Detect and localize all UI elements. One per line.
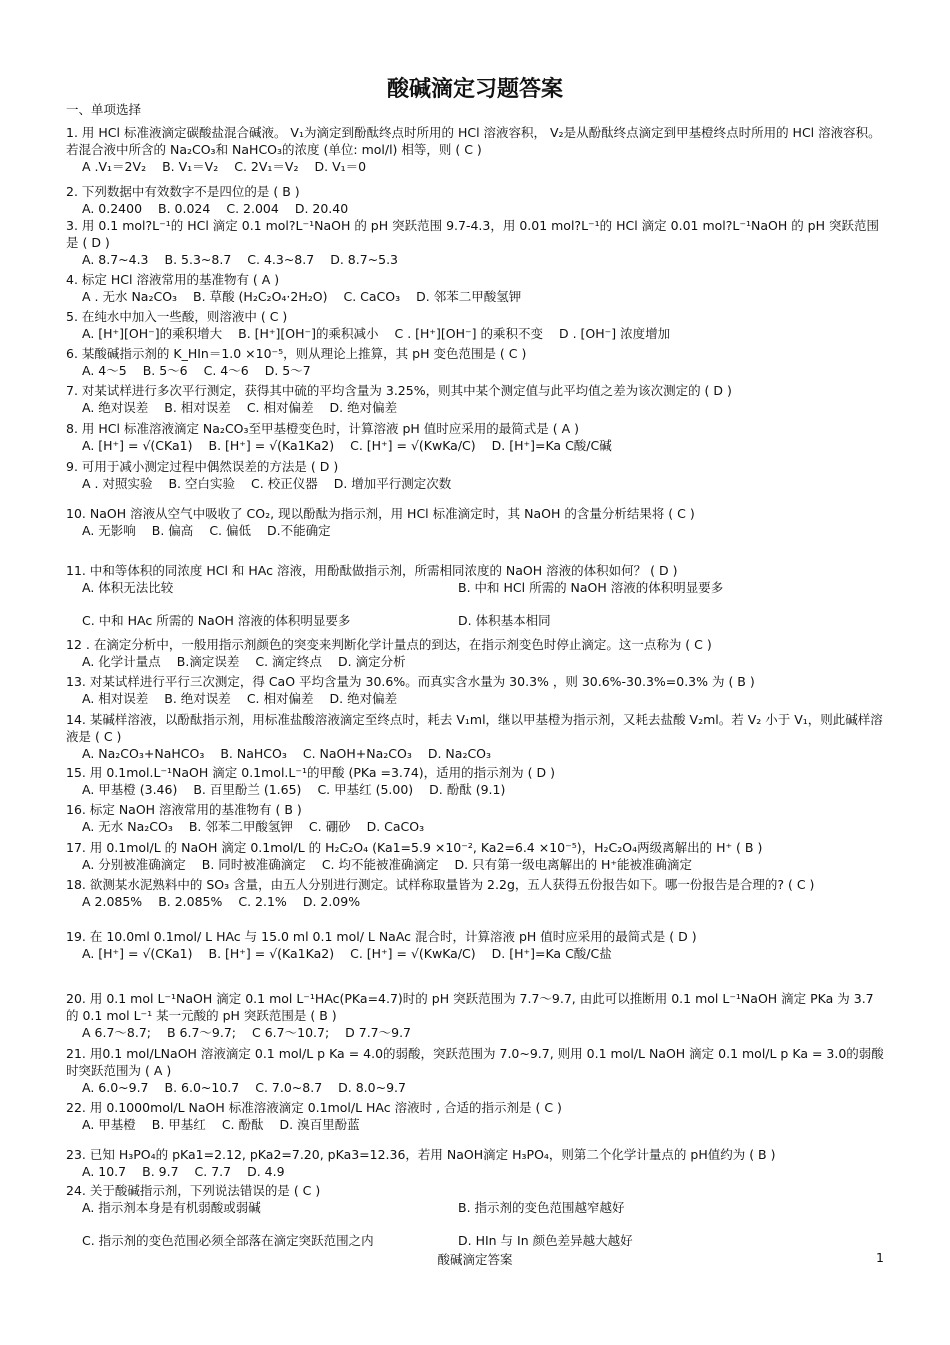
option-item: B. 中和 HCl 所需的 NaOH 溶液的体积明显要多 (458, 580, 724, 595)
option-item: B.滴定误差 (176, 654, 240, 669)
option-item: B. 空白实验 (168, 476, 236, 491)
option-item: B. NaHCO₃ (220, 746, 287, 761)
option-item: C. 2.004 (226, 201, 279, 216)
question-options (66, 690, 886, 707)
question-options (66, 1079, 886, 1096)
option-item: A. [H⁺][OH⁻]的乘积增大 (82, 326, 223, 341)
question-item (66, 1045, 886, 1096)
option-item: A. 相对误差 (82, 691, 149, 706)
question-item (66, 876, 886, 910)
option-item: B. 草酸 (H₂C₂O₄·2H₂O) (193, 289, 328, 304)
option-item: B. [H⁺][OH⁻]的乘积减小 (238, 326, 379, 341)
question-stem: 11. 中和等体积的同浓度 HCl 和 HAc 溶液，用酚酞做指示剂，所需相同浓度的 NaOH 溶液的体积如何？ ( D ) (66, 563, 678, 578)
option-item: B. 指示剂的变色范围越窄越好 (458, 1200, 625, 1215)
option-item: D. 溴百里酚蓝 (279, 1117, 360, 1132)
option-item: C. 酚酞 (221, 1117, 264, 1132)
question-stem: 23. 已知 H₃PO₄的 pKa1=2.12, pKa2=7.20, pKa3=12.36，若用 NaOH滴定 H₃PO₄，则第二个化学计量点的 pH值约为 ( B ) (66, 1147, 776, 1162)
question-stem: 17. 用 0.1mol/L 的 NaOH 滴定 0.1mol/L 的 H₂C₂O₄ (Ka1=5.9 ×10⁻², Ka2=6.4 ×10⁻⁵)，H₂C₂O₄两级离解出的 H⁺ ( B ) (66, 840, 763, 855)
page-title: 酸碱滴定习题答案 (386, 76, 563, 102)
question-stem: 2. 下列数据中有效数字不是四位的是 ( B ) (66, 184, 300, 199)
question-options (66, 251, 886, 268)
question-options (66, 579, 886, 629)
question-stem: 13. 对某试样进行平行三次测定，得 CaO 平均含量为 30.6%。而真实含水量为 30.3% ，则 30.6%-30.3%=0.3% 为 ( B ) (66, 674, 755, 689)
option-item: C. NaOH+Na₂CO₃ (302, 746, 412, 761)
option-item: A. Na₂CO₃+NaHCO₃ (82, 746, 205, 761)
question-item (66, 801, 886, 835)
option-item: A . 无水 Na₂CO₃ (82, 289, 178, 304)
option-item: A. 指示剂本身是有机弱酸或弱碱 (82, 1200, 261, 1215)
option-item: C. 均不能被准确滴定 (321, 857, 439, 872)
question-item (66, 183, 886, 217)
option-item: B. 百里酚兰 (1.65) (193, 782, 302, 797)
option-item: A. 化学计量点 (82, 654, 161, 669)
question-stem: 21. 用0.1 mol/LNaOH 溶液滴定 0.1 mol/L p Ka = 4.0的弱酸，突跃范围为 7.0~9.7, 则用 0.1 mol/L NaOH 滴定 0.1 mol/L p Ka = 3.0的弱酸时突跃范围为 ( A ) (66, 1046, 884, 1078)
question-options (66, 399, 886, 416)
option-item: A. 甲基橙 (3.46) (82, 782, 178, 797)
question-item (66, 458, 886, 492)
option-item: B. 2.085% (158, 894, 223, 909)
option-item: D. 绝对偏差 (329, 691, 398, 706)
question-item (66, 271, 886, 305)
option-item: C. 2.1% (238, 894, 287, 909)
question-options (66, 522, 886, 539)
option-item: B. 偏高 (151, 523, 194, 538)
option-item: D. 体积基本相同 (458, 613, 551, 628)
question-options (66, 1163, 886, 1180)
question-stem: 4. 标定 HCl 溶液常用的基准物有 ( A ) (66, 272, 280, 287)
page-number: 1 (876, 1250, 884, 1265)
section-heading: 一、单项选择 (66, 102, 142, 117)
question-item (66, 1099, 886, 1133)
question-item (66, 124, 886, 175)
question-item (66, 711, 886, 762)
option-item: B. 甲基红 (151, 1117, 206, 1132)
question-options (66, 1116, 886, 1133)
option-item: B. 相对误差 (164, 400, 231, 415)
question-options (66, 781, 886, 798)
question-item (66, 839, 886, 873)
question-options (66, 437, 886, 454)
option-item: C. [H⁺] = √(KwKa/C) (350, 946, 476, 961)
question-stem: 18. 欲测某水泥熟料中的 SO₃ 含量，由五人分别进行测定。试样称取量皆为 2.2g，五人获得五份报告如下。哪一份报告是合理的? ( C ) (66, 877, 815, 892)
question-stem: 10. NaOH 溶液从空气中吸收了 CO₂, 现以酚酞为指示剂，用 HCl 标准滴定时，其 NaOH 的含量分析结果将 ( C ) (66, 506, 695, 521)
question-options (66, 1199, 886, 1249)
question-stem: 15. 用 0.1mol.L⁻¹NaOH 滴定 0.1mol.L⁻¹的甲酸 (PKa =3.74)，适用的指示剂为 ( D ) (66, 765, 555, 780)
question-options (66, 475, 886, 492)
question-item (66, 1182, 886, 1249)
question-item (66, 1146, 886, 1180)
question-stem: 8. 用 HCl 标准溶液滴定 Na₂CO₃至甲基橙变色时，计算溶液 pH 值时应采用的最简式是 ( A ) (66, 421, 580, 436)
question-options (66, 158, 886, 175)
question-item (66, 673, 886, 707)
option-item: D. 2.09% (302, 894, 361, 909)
option-item: D. 增加平行测定次数 (333, 476, 452, 491)
option-item: D. 滴定分析 (338, 654, 406, 669)
question-stem: 24. 关于酸碱指示剂，下列说法错误的是 ( C ) (66, 1183, 321, 1198)
option-item: C. CaCO₃ (343, 289, 401, 304)
question-item (66, 928, 886, 962)
option-item: D. 酚酞 (9.1) (429, 782, 506, 797)
option-item: C. 2V₁＝V₂ (234, 159, 299, 174)
option-item: C. 4～6 (203, 363, 249, 378)
option-item: A. 4～5 (82, 363, 127, 378)
option-item: D 7.7～9.7 (345, 1025, 412, 1040)
option-item: D. Na₂CO₃ (427, 746, 492, 761)
option-item: B. 同时被准确滴定 (201, 857, 306, 872)
option-item: A. [H⁺] = √(CKa1) (82, 946, 193, 961)
option-item: D. 只有第一级电离解出的 H⁺能被准确滴定 (454, 857, 693, 872)
question-item (66, 636, 886, 670)
option-item: B. 邻苯二甲酸氢钾 (188, 819, 293, 834)
question-item (66, 308, 886, 342)
option-item: A. 10.7 (82, 1164, 127, 1179)
question-options (66, 362, 886, 379)
option-item: A . 对照实验 (82, 476, 153, 491)
option-item: A. 无影响 (82, 523, 136, 538)
question-stem: 14. 某碱样溶液，以酚酞指示剂，用标准盐酸溶液滴定至终点时，耗去 V₁ml，继以甲基橙为指示剂，又耗去盐酸 V₂ml。若 V₂ 小于 V₁，则此碱样溶液是 ( C ) (66, 712, 883, 744)
option-item: D. 邻苯二甲酸氢钾 (416, 289, 522, 304)
question-options (66, 1024, 886, 1041)
question-stem: 6. 某酸碱指示剂的 K_HIn＝1.0 ×10⁻⁵，则从理论上推算，其 pH 变色范围是 ( C ) (66, 346, 527, 361)
option-item: C. 甲基红 (5.00) (317, 782, 414, 797)
question-item (66, 990, 886, 1041)
question-stem: 7. 对某试样进行多次平行测定，获得其中硫的平均含量为 3.25%，则其中某个测定值与此平均值之差为该次测定的 ( D ) (66, 383, 732, 398)
option-item: D. 8.7~5.3 (330, 252, 399, 267)
option-item: B. [H⁺] = √(Ka1Ka2) (208, 438, 335, 453)
question-item (66, 420, 886, 454)
option-item: D. 8.0~9.7 (338, 1080, 406, 1095)
option-item: C. 4.3~8.7 (247, 252, 315, 267)
question-options (66, 200, 886, 217)
option-item: B. 9.7 (142, 1164, 179, 1179)
option-item: A. 6.0~9.7 (82, 1080, 149, 1095)
question-item (66, 505, 886, 539)
question-item (66, 562, 886, 629)
question-item (66, 345, 886, 379)
option-item: C. 偏低 (209, 523, 251, 538)
option-item: A. 分别被准确滴定 (82, 857, 186, 872)
option-item: A 2.085% (82, 894, 143, 909)
option-item: C . [H⁺][OH⁻] 的乘积不变 (394, 326, 543, 341)
option-item: C. 相对偏差 (246, 400, 314, 415)
option-item: C. 硼砂 (308, 819, 351, 834)
option-item: B. 5.3~8.7 (164, 252, 232, 267)
option-item: C. 7.0~8.7 (255, 1080, 323, 1095)
option-item: C. 校正仪器 (251, 476, 318, 491)
question-stem: 9. 可用于减小测定过程中偶然误差的方法是 ( D ) (66, 459, 339, 474)
option-item: D. CaCO₃ (366, 819, 425, 834)
option-item: C. 7.7 (194, 1164, 232, 1179)
question-options (66, 893, 886, 910)
option-item: B. V₁＝V₂ (162, 159, 219, 174)
option-item: A 6.7～8.7; (82, 1025, 151, 1040)
option-item: D. HIn 与 In 颜色差异越大越好 (458, 1233, 633, 1248)
question-stem: 20. 用 0.1 mol L⁻¹NaOH 滴定 0.1 mol L⁻¹HAc(PKa=4.7)时的 pH 突跃范围为 7.7～9.7, 由此可以推断用 0.1 mol L⁻¹NaOH 滴定 PKa 为 3.7 的 0.1 mol L⁻¹ 某一元酸的 pH 突跃范围是 ( B ) (66, 991, 878, 1023)
question-options (66, 945, 886, 962)
question-stem: 22. 用 0.1000mol/L NaOH 标准溶液滴定 0.1mol/L HAc 溶液时 , 合适的指示剂是 ( C ) (66, 1100, 562, 1115)
question-options (66, 325, 886, 342)
question-stem: 12 . 在滴定分析中，一般用指示剂颜色的突变来判断化学计量点的到达，在指示剂变色时停止滴定。这一点称为 ( C ) (66, 637, 712, 652)
option-item: D . [OH⁻] 浓度增加 (558, 326, 671, 341)
footer: 酸碱滴定答案 (437, 1252, 513, 1267)
question-stem: 5. 在纯水中加入一些酸，则溶液中 ( C ) (66, 309, 288, 324)
option-item: C 6.7～10.7; (252, 1025, 330, 1040)
option-item: B. 5～6 (142, 363, 188, 378)
question-options (66, 818, 886, 835)
question-stem: 19. 在 10.0ml 0.1mol/ L HAc 与 15.0 ml 0.1 mol/ L NaAc 混合时，计算溶液 pH 值时应采用的最简式是 ( D ) (66, 929, 697, 944)
option-item: B 6.7～9.7; (167, 1025, 237, 1040)
question-stem: 16. 标定 NaOH 溶液常用的基准物有 ( B ) (66, 802, 302, 817)
option-item: A. 甲基橙 (82, 1117, 136, 1132)
option-item: A. 体积无法比较 (82, 580, 174, 595)
option-item: D. 5～7 (264, 363, 311, 378)
option-item: C. 滴定终点 (255, 654, 323, 669)
option-item: A. [H⁺] = √(CKa1) (82, 438, 193, 453)
question-item (66, 217, 886, 268)
option-item: A. 8.7~4.3 (82, 252, 149, 267)
option-item: D. V₁＝0 (314, 159, 367, 174)
option-item: D. [H⁺]=Ka C酸/C盐 (491, 946, 612, 961)
option-item: A. 0.2400 (82, 201, 143, 216)
option-item: D. 20.40 (294, 201, 349, 216)
question-item (66, 382, 886, 416)
option-item: A. 绝对误差 (82, 400, 149, 415)
option-item: D. [H⁺]=Ka C酸/C碱 (491, 438, 612, 453)
question-stem: 3. 用 0.1 mol?L⁻¹的 HCl 滴定 0.1 mol?L⁻¹NaOH 的 pH 突跃范围 9.7-4.3，用 0.01 mol?L⁻¹的 HCl 滴定 0.01 mol?L⁻¹NaOH 的 pH 突跃范围是 ( D ) (66, 218, 879, 250)
question-options (66, 745, 886, 762)
option-item: A. 无水 Na₂CO₃ (82, 819, 173, 834)
option-item: D. 绝对偏差 (329, 400, 398, 415)
question-stem: 1. 用 HCl 标准液滴定碳酸盐混合碱液。 V₁为滴定到酚酞终点时所用的 HCl 溶液容积， V₂是从酚酞终点滴定到甲基橙终点时所用的 HCl 溶液容积。若混合液中所含的 Na₂CO₃和 NaHCO₃的浓度 (单位: mol/l) 相等，则 ( C ) (66, 125, 881, 157)
option-item: C. 中和 HAc 所需的 NaOH 溶液的体积明显要多 (82, 613, 351, 628)
question-options (66, 653, 886, 670)
option-item: C. [H⁺] = √(KwKa/C) (350, 438, 476, 453)
question-options (66, 288, 886, 305)
option-item: D. 4.9 (247, 1164, 285, 1179)
question-options (66, 856, 886, 873)
option-item: B. [H⁺] = √(Ka1Ka2) (208, 946, 335, 961)
option-item: A .V₁＝2V₂ (82, 159, 147, 174)
option-item: D.不能确定 (267, 523, 331, 538)
option-item: B. 6.0~10.7 (164, 1080, 240, 1095)
option-item: B. 绝对误差 (164, 691, 231, 706)
option-item: C. 指示剂的变色范围必须全部落在滴定突跃范围之内 (82, 1233, 374, 1248)
option-item: B. 0.024 (158, 201, 211, 216)
question-item (66, 764, 886, 798)
option-item: C. 相对偏差 (246, 691, 314, 706)
